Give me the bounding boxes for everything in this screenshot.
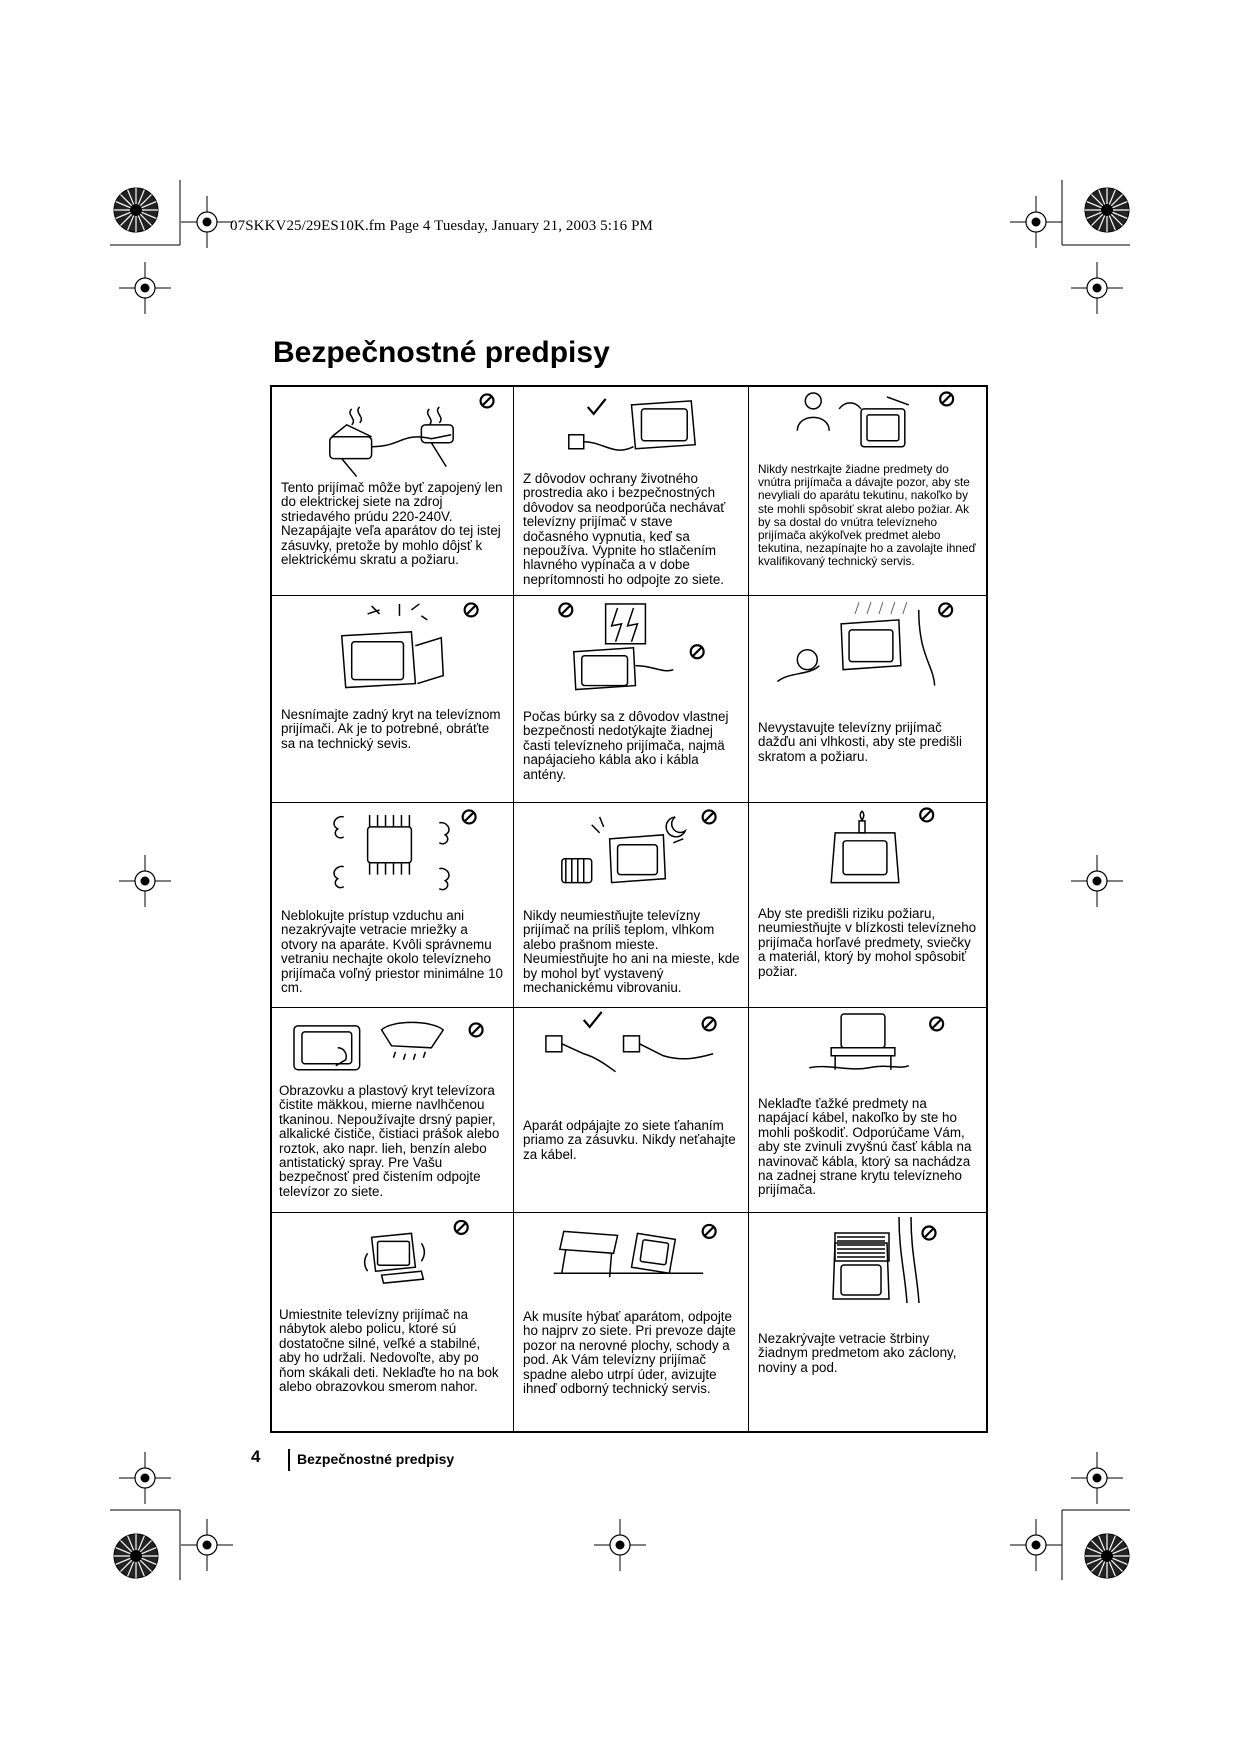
safety-text-ventilation: Neblokujte prístup vzduchu ani nezakrývajte vetracie mriežky a otvory na aparáte. Kvôli správnemu vetraniu nechajte okolo televízneho prijímača voľný priestor minimálne 10 cm. [281,908,503,996]
safety-cell-power-supply [272,387,514,596]
safety-cell-heat-dust [514,803,749,1008]
safety-text-furniture: Umiestnite televízny prijímač na nábytok alebo policu, ktoré sú dostatočne silné, veľké a stabilné, aby ho udržali. Nedovoľte, aby po ňom skákali deti. Neklaďte ho na bok alebo obrazovkou smerom nahor. [279,1307,499,1395]
prohibited-icon [559,603,572,616]
prohibited-icon [939,603,952,616]
safety-text-cleaning: Obrazovku a plastový kryt televízora čistite mäkkou, mierne navlhčenou tkaninou. Nepoužívajte drsný papier, alkalické čističe, čistiaci prášok alebo roztok, ako napr. lieh, benzín alebo antistatický spray. Pre Vašu bezpečnosť pred čistením odpojte televízor zo siete. [279,1083,500,1199]
page-title: Bezpečnostné predpisy [273,336,610,369]
plug-illustration [514,1008,748,1212]
safety-text-cable: Neklaďte ťažké predmety na napájací kábel, nakoľko by ste ho mohli poškodiť. Odporúčame Vám, aby ste zvinuli zvyšnú časť kábla na navinovač kábla, ktorý sa nachádza na zadnej strane krytu televízneho prijímača. [758,1096,972,1198]
tv-rain-illustration [749,596,986,802]
safety-cell-ventilation [272,803,514,1008]
tv-covered-vents-illustration [749,1213,986,1431]
prohibited-icon [481,394,494,407]
safety-cell-objects-liquids [749,387,986,596]
file-info-header: 07SKKV25/29ES10K.fm Page 4 Tuesday, January 21, 2003 5:16 PM [230,218,653,234]
prohibited-icon [923,1227,936,1240]
page-number: 4 [251,1447,261,1466]
prohibited-icon [703,810,716,823]
checkmark-icon [584,1012,602,1027]
safety-text-power-supply: Tento prijímač môže byť zapojený len do elektrickej siete na zdroj striedavého prúdu 220-240V. Nezapájajte veľa aparátov do tej istej zásuvky, pretože by mohlo dôjsť k elektrickému skratu a požiaru. [281,480,503,568]
footer-separator [288,1449,290,1471]
prohibited-icon [455,1221,468,1234]
safety-cell-vents [749,1213,986,1431]
prohibited-icon [470,1023,483,1036]
prohibited-icon [463,810,476,823]
prohibited-icon [920,808,933,821]
safety-text-storm: Počas búrky sa z dôvodov vlastnej bezpečnosti nedotýkajte žiadnej časti televízneho prijímača, najmä napájacieho kábla ako i kábla antény. [523,709,729,782]
prohibited-icon [930,1017,943,1030]
safety-cell-standby [514,387,749,596]
safety-grid [270,385,988,1433]
prohibited-icon [940,392,953,405]
safety-cell-unplug [514,1008,749,1213]
safety-cell-storm [514,596,749,803]
safety-text-back-cover: Nesnímajte zadný kryt na televíznom prijímači. Ak je to potrebné, obráťte sa na technický sevis. [281,707,501,751]
safety-text-transport: Ak musíte hýbať aparátom, odpojte ho najprv zo siete. Pri prevoze dajte pozor na nerovné plochy, schody a pod. Ak Vám televízny prijímač spadne alebo utrpí úder, avizujte ihneď odborný technický servis. [523,1309,736,1397]
safety-cell-cable [749,1008,986,1213]
safety-text-flammables: Aby ste predišli riziku požiaru, neumiestňujte v blízkosti televízneho prijímača horľavé predmety, sviečky a materiál, ktorý by mohol spôsobiť požiar. [758,906,977,979]
safety-cell-back-cover [272,596,514,803]
safety-cell-cleaning [272,1008,514,1213]
prohibited-icon [703,1017,716,1030]
safety-text-standby: Z dôvodov ochrany životného prostredia ako i bezpečnostných dôvodov sa neodporúča nechávať televízny prijímač v stave dočasného vypnutia, keď sa nepoužíva. Vypnite ho stlačením hlavného vypínača a v dobe neprítomnosti ho odpojte zo siete. [523,471,726,587]
safety-text-objects-liquids: Nikdy nestrkajte žiadne predmety do vnútra prijímača a dávajte pozor, aby ste nevyliali do aparátu tekutinu, nakoľko by ste mohli spôsobiť skrat alebo požiar. Ak by sa dostal do vnútra televízneho prijímača akýkoľvek predmet alebo tekutina, nezapínajte ho a zavolajte ihneď kvalifikovaný technický servis. [758,462,976,569]
safety-cell-furniture [272,1213,514,1431]
checkmark-icon [588,399,606,414]
safety-cell-flammables [749,803,986,1008]
safety-text-unplug: Aparát odpájajte zo siete ťahaním priamo za zásuvku. Nikdy neťahajte za kábel. [523,1118,736,1162]
safety-cell-transport [514,1213,749,1431]
footer-section-title: Bezpečnostné predpisy [297,1451,455,1467]
prohibited-icon [703,1225,716,1238]
tv-back-cover-illustration [272,596,513,802]
safety-text-heat-dust: Nikdy neumiestňujte televízny prijímač na príliš teplom, vlhkom alebo prašnom mieste. Neumiestňujte ho ani na mieste, kde by mohol byť vystavený mechanickému vibrovaniu. [523,908,740,996]
safety-text-rain-humidity: Nevystavujte televízny prijímač dažďu ani vlhkosti, aby ste predišli skratom a požiaru. [758,720,962,764]
safety-text-vents: Nezakrývajte vetracie štrbiny žiadnym predmetom ako záclony, noviny a pod. [758,1331,957,1375]
prohibited-icon [465,603,478,616]
safety-cell-rain-humidity [749,596,986,803]
prohibited-icon [691,645,704,658]
